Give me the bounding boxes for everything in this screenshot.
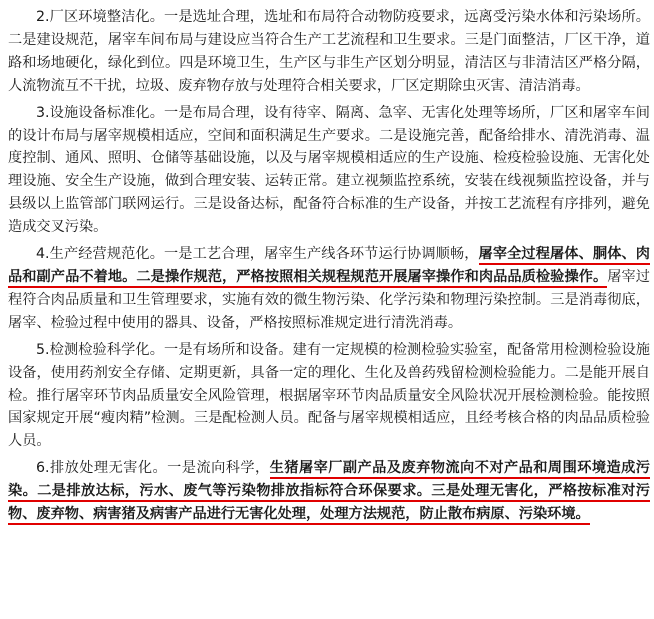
paragraph-production (8, 243, 650, 335)
paragraph-text: 4.生产经营规范化。一是工艺合理，屠宰生产线各环节运行协调顺畅， (36, 246, 479, 263)
paragraph-text: 5.检测检验科学化。一是有场所和设备。建有一定规模的检测检验实验室，配备常用检测检验设施设备，使用药剂安全存储、定期更新，具备一定的理化、生化及兽药残留检测检验能力。二是能开展自检。推行屠宰环节肉品质量安全风险管理，根据屠宰环节肉品质量安全风险状况开展检测检验。能按照国家规定开展“瘦肉精”检测。三是配检测人员。配备与屠宰规模相适应，且经考核合格的肉品品质检验人员。 (8, 341, 650, 450)
paragraph-discharge (8, 457, 650, 526)
document-body (8, 6, 650, 530)
paragraph-testing (8, 339, 650, 454)
paragraph-text: 3.设施设备标准化。一是布局合理，设有待宰、隔离、急宰、无害化处理等场所，厂区和屠宰车间的设计布局与屠宰规模相适应，空间和面积满足生产要求。二是设施完善，配备给排水、清洗消毒、温度控制、通风、照明、仓储等基础设施，以及与屠宰规模相适应的生产设施、检疫检验设施、无害化处理设施、安全生产设施，做到合理安装、运转正常。建立视频监控系统，安装在线视频监控设备，并与县级以上监管部门联网运行。三是设备达标，配备符合标准的生产设备，并按工艺流程有序排列，避免造成交叉污染。 (8, 104, 650, 236)
underlined-text: 生猪屠宰厂副产品及废弃物流向不对产品和周围环境造成污染。二是排放达标，污水、废气等污染物排放指标符合环保要求。三是处理无害化，严格按标准对污物、废弃物、病害猪及病害产品进行无害化处理，处理方法规范，防止散布病原、污染环境。 (8, 460, 650, 525)
paragraph-facilities (8, 102, 650, 239)
paragraph-text: 屠宰过程符合肉品质量和卫生管理要求，实施有效的微生物污染、化学污染和物理污染控制。三是消毒彻底，屠宰、检验过程中使用的器具、设备，严格按照标准规定进行清洗消毒。 (8, 268, 650, 331)
underlined-text: 屠宰全过程屠体、胴体、肉品和副产品不着地。二是操作规范，严格按照相关规程规范开展屠宰操作和肉品品质检验操作。 (8, 246, 650, 288)
paragraph-text: 2.厂区环境整洁化。一是选址合理，选址和布局符合动物防疫要求，远离受污染水体和污染场所。二是建设规范，屠宰车间布局与建设应当符合生产工艺流程和卫生要求。三是门面整洁，厂区干净，道路和场地硬化，绿化到位。四是环境卫生，生产区与非生产区划分明显，清洁区与非清洁区严格分隔，人流物流互不干扰，垃圾、废弃物存放与处理符合相关要求，厂区定期除虫灭害、清洁消毒。 (8, 9, 650, 94)
paragraph-text: 6.排放处理无害化。一是流向科学， (36, 460, 270, 477)
paragraph-environment (8, 6, 650, 98)
